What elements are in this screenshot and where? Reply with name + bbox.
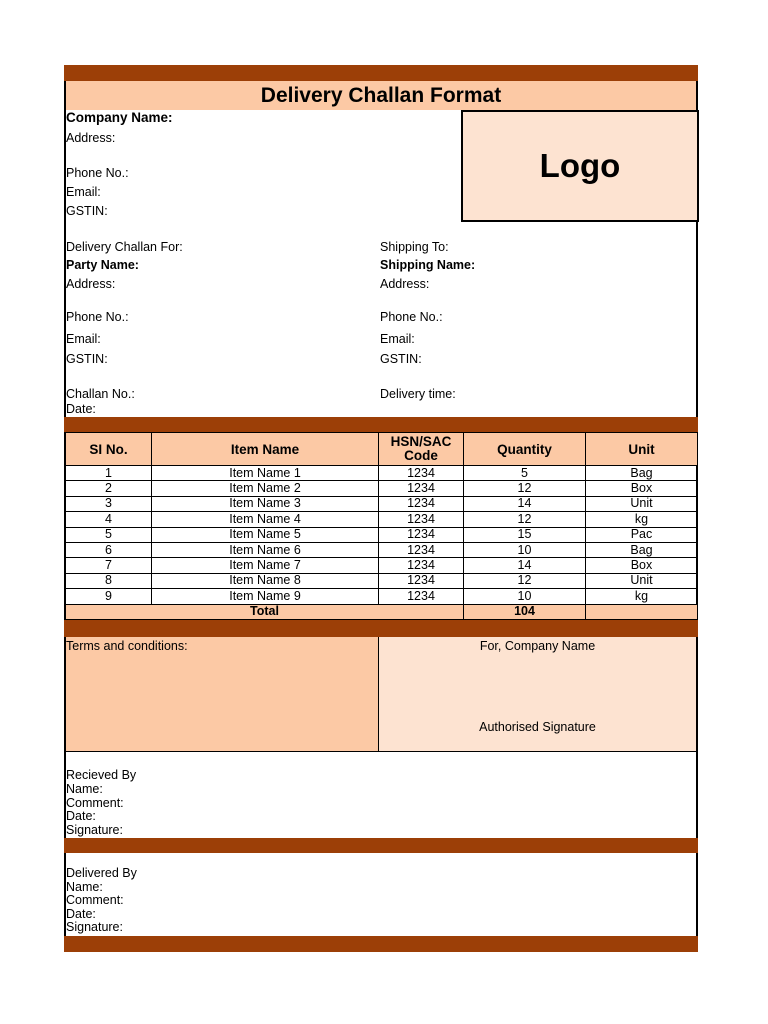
delivered-name-label: Name: bbox=[66, 880, 103, 894]
logo-box bbox=[461, 110, 699, 222]
cell-quantity: 10 bbox=[464, 542, 586, 557]
received-comment-label: Comment: bbox=[66, 796, 124, 810]
cell-hsn-code: 1234 bbox=[379, 481, 464, 496]
cell-item-name: Item Name 9 bbox=[152, 589, 379, 604]
cell-item-name: Item Name 6 bbox=[152, 542, 379, 557]
header-quantity: Quantity bbox=[464, 433, 586, 466]
cell-unit: Box bbox=[586, 558, 698, 573]
cell-item-name: Item Name 4 bbox=[152, 512, 379, 527]
table-top-band bbox=[64, 417, 698, 432]
top-band bbox=[64, 65, 698, 81]
cell-item-name: Item Name 2 bbox=[152, 481, 379, 496]
cell-hsn-code: 1234 bbox=[379, 527, 464, 542]
cell-quantity: 12 bbox=[464, 573, 586, 588]
company-address-label: Address: bbox=[66, 131, 116, 145]
delivered-heading: Delivered By bbox=[66, 866, 137, 880]
terms-bottom-line bbox=[66, 751, 696, 752]
table-row bbox=[66, 512, 698, 527]
cell-hsn-code: 1234 bbox=[379, 542, 464, 557]
cell-unit: Unit bbox=[586, 573, 698, 588]
table-row bbox=[66, 542, 698, 557]
cell-item-name: Item Name 7 bbox=[152, 558, 379, 573]
table-row bbox=[66, 573, 698, 588]
authorised-signature: Authorised Signature bbox=[479, 720, 596, 734]
cell-item-name: Item Name 5 bbox=[152, 527, 379, 542]
cell-item-name: Item Name 8 bbox=[152, 573, 379, 588]
cell-hsn-code: 1234 bbox=[379, 512, 464, 527]
received-bottom-band bbox=[64, 838, 698, 853]
table-row bbox=[66, 466, 698, 481]
party-name-label: Party Name: bbox=[66, 258, 139, 272]
delivery-time-label: Delivery time: bbox=[380, 387, 456, 401]
shipping-phone-label: Phone No.: bbox=[380, 310, 443, 324]
cell-sl-no: 6 bbox=[66, 542, 152, 557]
cell-quantity: 14 bbox=[464, 496, 586, 511]
shipping-email-label: Email: bbox=[380, 332, 415, 346]
shipping-heading: Shipping To: bbox=[380, 240, 449, 254]
header-unit: Unit bbox=[586, 433, 698, 466]
total-row bbox=[66, 604, 698, 619]
company-phone-label: Phone No.: bbox=[66, 166, 129, 180]
delivered-signature-label: Signature: bbox=[66, 920, 123, 934]
table-row bbox=[66, 496, 698, 511]
cell-sl-no: 7 bbox=[66, 558, 152, 573]
table-row bbox=[66, 558, 698, 573]
cell-sl-no: 4 bbox=[66, 512, 152, 527]
cell-sl-no: 2 bbox=[66, 481, 152, 496]
shipping-address-label: Address: bbox=[380, 277, 430, 291]
for-company-name: For, Company Name bbox=[479, 639, 596, 653]
cell-item-name: Item Name 3 bbox=[152, 496, 379, 511]
cell-item-name: Item Name 1 bbox=[152, 466, 379, 481]
terms-box bbox=[66, 637, 378, 751]
received-date-label: Date: bbox=[66, 809, 96, 823]
bottom-band bbox=[64, 936, 698, 952]
cell-quantity: 15 bbox=[464, 527, 586, 542]
items-table bbox=[65, 432, 698, 620]
table-row bbox=[66, 589, 698, 604]
table-bottom-band bbox=[64, 620, 698, 637]
received-signature-label: Signature: bbox=[66, 823, 123, 837]
terms-divider bbox=[378, 637, 379, 752]
company-name-label: Company Name: bbox=[66, 110, 173, 125]
cell-hsn-code: 1234 bbox=[379, 496, 464, 511]
cell-sl-no: 1 bbox=[66, 466, 152, 481]
total-quantity: 104 bbox=[464, 604, 586, 619]
cell-quantity: 12 bbox=[464, 481, 586, 496]
challan-date-label: Date: bbox=[66, 402, 96, 416]
table-header-row bbox=[66, 433, 698, 466]
table-row bbox=[66, 481, 698, 496]
delivered-date-label: Date: bbox=[66, 907, 96, 921]
party-heading: Delivery Challan For: bbox=[66, 240, 183, 254]
shipping-gstin-label: GSTIN: bbox=[380, 352, 422, 366]
cell-unit: kg bbox=[586, 512, 698, 527]
cell-unit: Bag bbox=[586, 466, 698, 481]
delivered-comment-label: Comment: bbox=[66, 893, 124, 907]
terms-label: Terms and conditions: bbox=[66, 639, 188, 653]
header-sl-no: SI No. bbox=[66, 433, 152, 466]
cell-sl-no: 3 bbox=[66, 496, 152, 511]
table-row bbox=[66, 527, 698, 542]
shipping-name-label: Shipping Name: bbox=[380, 258, 476, 272]
cell-unit: Bag bbox=[586, 542, 698, 557]
total-label: Total bbox=[66, 604, 464, 619]
cell-hsn-code: 1234 bbox=[379, 589, 464, 604]
cell-hsn-code: 1234 bbox=[379, 558, 464, 573]
party-phone-label: Phone No.: bbox=[66, 310, 129, 324]
cell-hsn-code: 1234 bbox=[379, 466, 464, 481]
cell-sl-no: 9 bbox=[66, 589, 152, 604]
cell-hsn-code: 1234 bbox=[379, 573, 464, 588]
party-address-label: Address: bbox=[66, 277, 116, 291]
cell-sl-no: 8 bbox=[66, 573, 152, 588]
header-item-name: Item Name bbox=[152, 433, 379, 466]
header-hsn-sac-code: HSN/SAC Code bbox=[379, 433, 464, 466]
page-title: Delivery Challan Format bbox=[260, 84, 502, 107]
cell-quantity: 5 bbox=[464, 466, 586, 481]
received-heading: Recieved By bbox=[66, 768, 137, 782]
cell-unit: kg bbox=[586, 589, 698, 604]
cell-quantity: 14 bbox=[464, 558, 586, 573]
party-gstin-label: GSTIN: bbox=[66, 352, 108, 366]
challan-no-label: Challan No.: bbox=[66, 387, 135, 401]
cell-unit: Box bbox=[586, 481, 698, 496]
received-name-label: Name: bbox=[66, 782, 103, 796]
total-unit-empty bbox=[586, 604, 698, 619]
cell-sl-no: 5 bbox=[66, 527, 152, 542]
cell-quantity: 12 bbox=[464, 512, 586, 527]
party-email-label: Email: bbox=[66, 332, 101, 346]
logo-text: Logo bbox=[539, 147, 621, 184]
cell-quantity: 10 bbox=[464, 589, 586, 604]
cell-unit: Pac bbox=[586, 527, 698, 542]
company-email-label: Email: bbox=[66, 185, 101, 199]
cell-unit: Unit bbox=[586, 496, 698, 511]
company-gstin-label: GSTIN: bbox=[66, 204, 108, 218]
